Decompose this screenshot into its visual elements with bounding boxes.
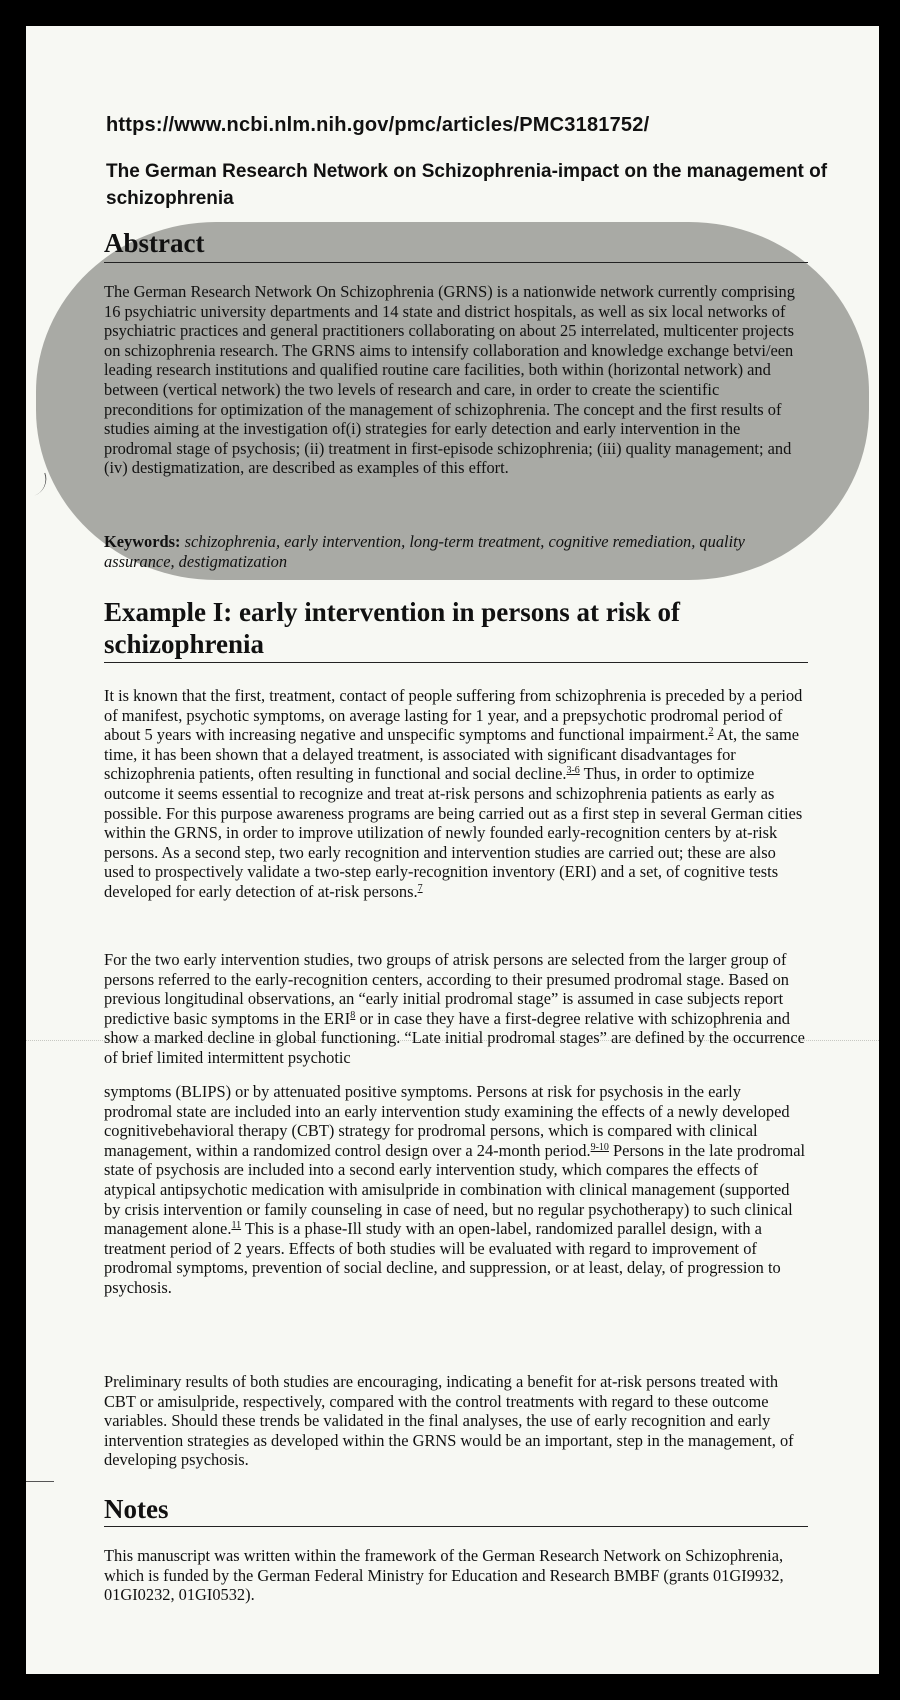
notes-heading: Notes: [104, 1494, 169, 1524]
citation-link[interactable]: 3-6: [566, 765, 580, 777]
citation-link[interactable]: 2: [708, 726, 714, 738]
article-url: https://www.ncbi.nlm.nih.gov/pmc/articles/PMC3181752/: [106, 114, 650, 136]
scanned-page: [26, 26, 879, 1674]
citation-link[interactable]: 7: [417, 882, 423, 894]
notes-text: This manuscript was written within the framework of the German Research Network on Schizophrenia, which is funded by the German Federal Ministry for Education and Research BMBF (grants 01GI9932, 01GI0232, 01GI0532).: [104, 1546, 784, 1605]
citation-link[interactable]: 8: [350, 1009, 356, 1021]
heading-rule: [104, 262, 808, 263]
margin-pen-mark: [26, 1481, 54, 1483]
example1-paragraph-2: For the two early intervention studies, two groups of atrisk persons are selected from the larger group of persons referred to the early-recognition centers, according to their presumed prodromal stage. Based on previous longitudinal observations, an “early initial prodromal stage” is assumed in case subjects report predictive basic symptoms in the ERI$^8$ or in case they have a first-degree relative with schizophrenia and show a marked decline in global functioning. “Late initial prodromal stages” are defined by the occurrence of brief limited intermittent psychotic: [104, 950, 805, 1067]
example1-heading: Example I: early intervention in persons at risk of schizophrenia: [104, 597, 680, 659]
abstract-text: The German Research Network On Schizophrenia (GRNS) is a nationwide network currently comprising 16 psychiatric university departments and 14 state and district hospitals, as well as six local networks of psychiatric practices and general practitioners collaborating on about 25 interrelated, multicenter projects on schizophrenia research. The GRNS aims to intensify collaboration and knowledge exchange betvi/een leading research institutions and qualified routine care facilities, both within (horizontal network) and between (vertical network) the two levels of research and care, in order to create the scientific preconditions for optimization of the management of schizophrenia. The concept and the first results of studies aiming at the investigation of(i) strategies for early detection and early intervention in the prodromal stage of psychosis; (ii) treatment in first-episode schizophrenia; (iii) quality management; and (iv) destigmatization, are described as examples of this effort.: [104, 282, 795, 478]
margin-pen-mark: [26, 473, 51, 498]
citation-link[interactable]: 9-10: [590, 1141, 609, 1153]
heading-rule: [104, 662, 808, 663]
example1-paragraph-3: symptoms (BLIPS) or by attenuated positive symptoms. Persons at risk for psychosis in the early prodromal state are included into an early intervention study examining the effects of a newly developed cognitivebehavioral therapy (CBT) strategy for prodromal persons, which is compared with clinical management, within a randomized control design over a 24-month period.$^{9-10}$ Persons in the late prodromal state of psychosis are included into a second early intervention study, which compares the effects of atypical antipsychotic medication with amisulpride in combination with clinical management (supported by crisis intervention or family counseling in case of need, but no regular psychotherapy) to such clinical management alone.$^{11}$ This is a phase-Ill study with an open-label, randomized parallel design, with a treatment period of 2 years. Effects of both studies will be evaluated with regard to improvement of prodromal symptoms, prevention of social decline, and suppression, or at least, delay, of progression to psychosis.: [104, 1082, 806, 1297]
abstract-heading: Abstract: [104, 228, 205, 258]
example1-paragraph-4: Preliminary results of both studies are encouraging, indicating a benefit for at-risk persons treated with CBT or amisulpride, respectively, compared with the control treatments with regard to these outcome variables. Should these trends be validated in the final analyses, the use of early recognition and early intervention strategies as developed within the GRNS would be an important, step in the management, of developing psychosis.: [104, 1372, 794, 1470]
document-title: The German Research Network on Schizophrenia-impact on the management of schizophrenia: [106, 161, 828, 209]
example1-paragraph-1: It is known that the first, treatment, contact of people suffering from schizophrenia is preceded by a period of manifest, psychotic symptoms, on average lasting for 1 year, and a prepsychotic prodromal period of about 5 years with increasing negative and unspecific symptoms and functional impairment.$^2$ At, the same time, it has been shown that a delayed treatment, is associated with significant disadvantages for schizophrenia patients, often resulting in functional and social decline.$^{3-6}$ Thus, in order to optimize outcome it seems essential to recognize and treat at-risk persons and schizophrenia patients as early as possible. For this purpose awareness programs are being carried out as a first step in several German cities within the GRNS, in order to improve utilization of newly founded early-recognition centers by at-risk persons. As a second step, two early recognition and intervention studies are carried out; these are also used to prospectively validate a two-step early-recognition inventory (ERI) and a set, of cognitive tests developed for early detection of at-risk persons.$^7$: [104, 686, 803, 901]
citation-link[interactable]: 11: [231, 1220, 242, 1232]
keywords: [104, 532, 809, 571]
keywords-label: Keywords:: [104, 532, 181, 551]
heading-rule: [104, 1526, 808, 1527]
keywords-list: schizophrenia, early intervention, long-term treatment, cognitive remediation, quality assurance, destigmatization: [104, 532, 745, 571]
